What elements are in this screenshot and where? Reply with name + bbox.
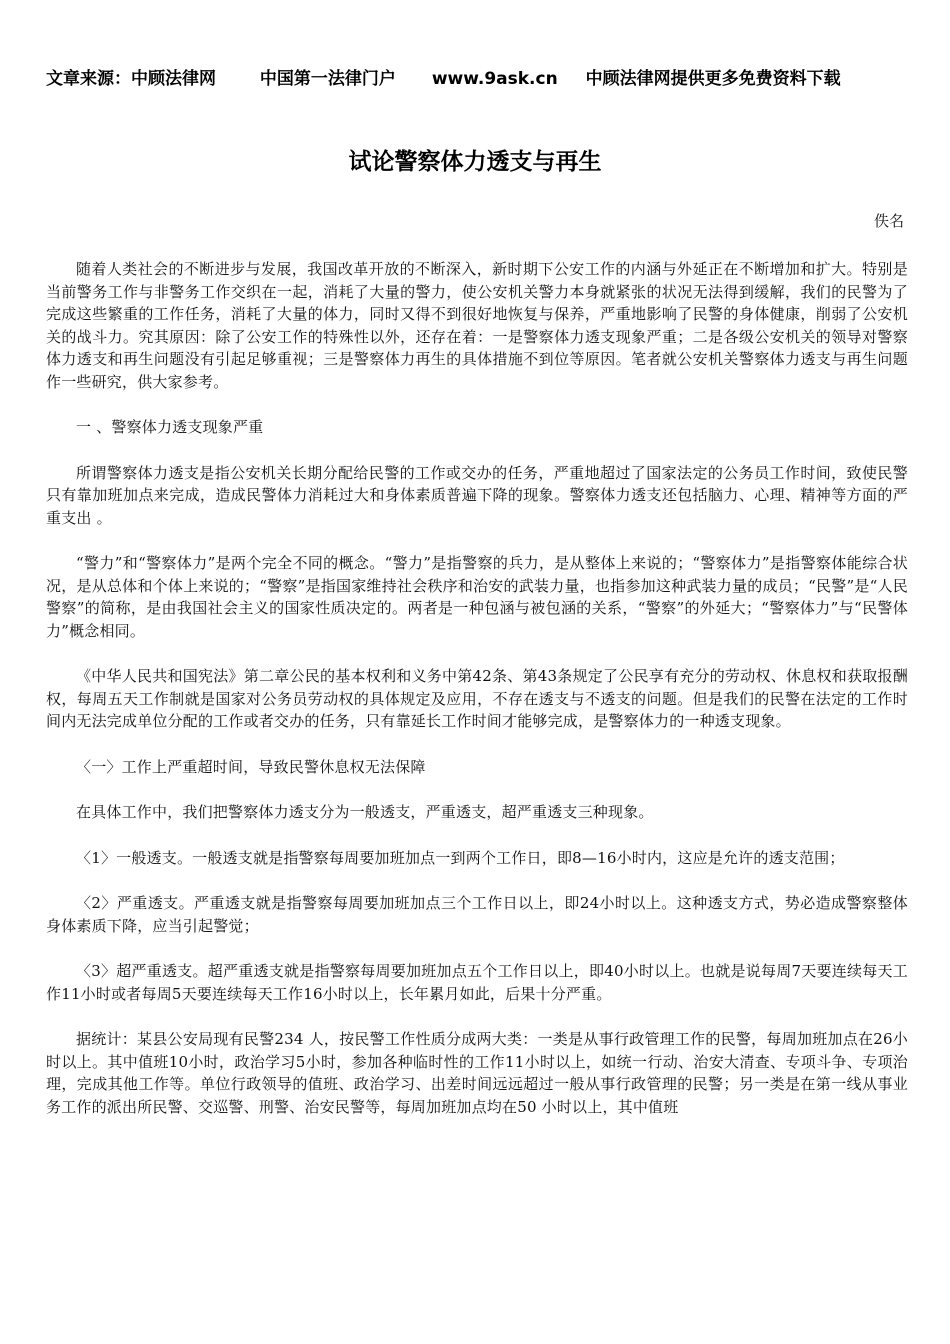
paragraph: 〈1〉一般透支。一般透支就是指警察每周要加班加点一到两个工作日，即8—16小时内，这应是允许的透支范围； [76, 848, 845, 867]
source-header [46, 68, 926, 90]
paragraph: 在具体工作中，我们把警察体力透支分为一般透支，严重透支，超严重透支三种现象。 [76, 803, 654, 821]
paragraph: 所谓警察体力透支是指公安机关长期分配给民警的工作或交办的任务，严重地超过了国家法定的公务员工作时间，致使民警只有靠加班加点来完成，造成民警体力消耗过大和身体素质普遍下降的现象。警察体力透支还包括脑力、心理、精神等方面的严重支出 。 [46, 463, 908, 527]
paragraph: 《中华人民共和国宪法》第二章公民的基本权利和义务中第42条、第43条规定了公民享有充分的劳动权、休息权和获取报酬权，每周五天工作制就是国家对公务员劳动权的具体规定及应用，不存在透支与不透支的问题。但是我们的民警在法定的工作时间内无法完成单位分配的工作或者交办的任务，只有靠延长工作时间才能够完成，是警察体力的一种透支现象。 [46, 667, 908, 730]
article-body [46, 258, 908, 1141]
article-author: 佚名 [873, 212, 904, 230]
paragraph: 〈3〉超严重透支。超严重透支就是指警察每周要加班加点五个工作日以上，即40小时以上。也就是说每周7天要连续每天工作11小时或者每周5天要连续每天工作16小时以上，长年累月如此，后果十分严重。 [46, 962, 908, 1003]
paragraph: 随着人类社会的不断进步与发展，我国改革开放的不断深入，新时期下公安工作的内涵与外延正在不断增加和扩大。特别是当前警务工作与非警务工作交织在一起，消耗了大量的警力，使公安机关警力本身就紧张的状况无法得到缓解，我们的民警为了完成这些繁重的工作任务，消耗了大量的体力，同时又得不到很好地恢复与保养，严重地影响了民警的身体健康，削弱了公安机关的战斗力。究其原因：除了公安工作的特殊性以外，还存在着：一是警察体力透支现象严重；二是各级公安机关的领导对警察体力透支和再生问题没有引起足够重视；三是警察体力再生的具体措施不到位等原因。笔者就公安机关警察体力透支与再生问题作一些研究，供大家参考。 [46, 260, 908, 391]
paragraph: 〈2〉严重透支。严重透支就是指警察每周要加班加点三个工作日以上，即24小时以上。这种透支方式，势必造成警察整体身体素质下降，应当引起警觉； [46, 894, 908, 935]
paragraph: 据统计：某县公安局现有民警234 人，按民警工作性质分成两大类：一类是从事行政管理工作的民警，每周加班加点在26小时以上。其中值班10小时，政治学习5小时，参加各种临时性的工作11小时以上，如统一行动、治安大清查、专项斗争、专项治理，完成其他工作等。单位行政领导的值班、政治学习、出差时间远远超过一般从事行政管理的民警；另一类是在第一线从事业务工作的派出所民警、交巡警、刑警、治安民警等，每周加班加点均在50 小时以上，其中值班 [46, 1030, 908, 1116]
source-label: 文章来源：中顾法律网 [46, 69, 216, 89]
section-heading: 一 、警察体力透支现象严重 [76, 418, 264, 436]
article-title: 试论警察体力透支与再生 [348, 149, 602, 175]
promo-label: 中顾法律网提供更多免费资料下载 [585, 69, 841, 89]
site-link[interactable]: www.9ask.cn [431, 69, 558, 89]
subsection-heading: 〈一〉工作上严重超时间，导致民警休息权无法保障 [76, 757, 426, 776]
paragraph: “警力”和“警察体力”是两个完全不同的概念。“警力”是指警察的兵力，是从整体上来说的；“警察体力”是指警察体能综合状况，是从总体和个体上来说的；“警察”是指国家维持社会秩序和治安的武装力量，也指参加这种武装力量的成员；“民警”是“人民警察”的简称，是由我国社会主义的国家性质决定的。两者是一种包涵与被包涵的关系，“警察”的外延大；“警察体力”与“民警体力”概念相同。 [46, 554, 908, 640]
portal-label: 中国第一法律门户 [259, 69, 396, 89]
